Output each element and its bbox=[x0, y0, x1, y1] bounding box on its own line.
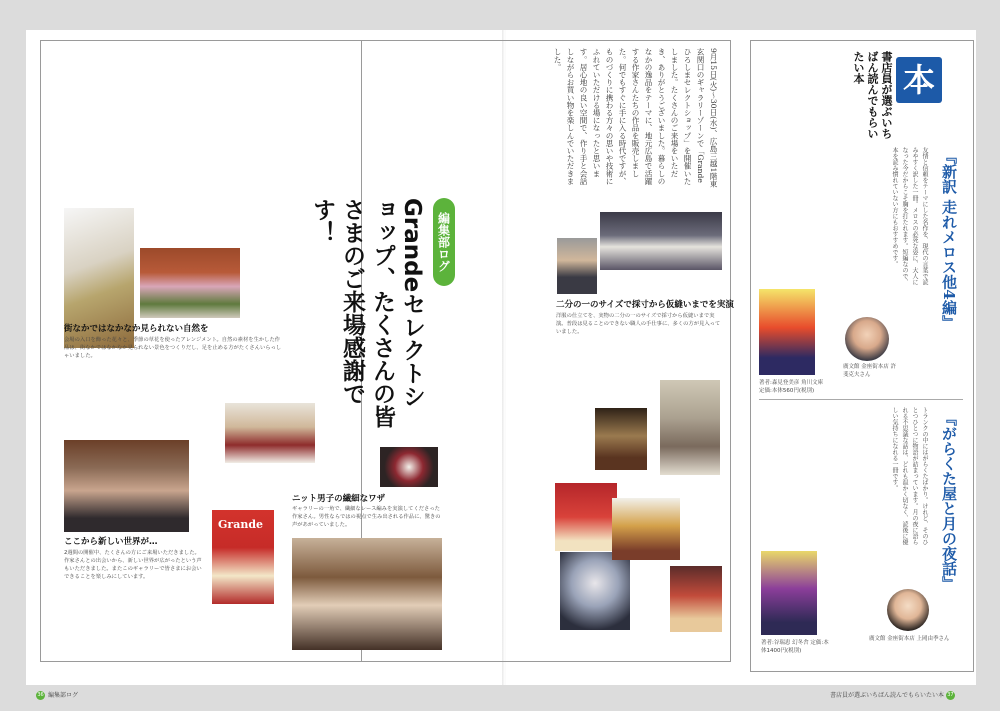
reviewer2-avatar bbox=[887, 589, 929, 631]
caption-body-tailor: 洋服の仕立てを、実物の二分の一のサイズで採寸から仮縫いまで実演。普段は見ることのできない職人の手仕事に、多くの方が見入っていました。 bbox=[556, 313, 721, 335]
reviewer1-avatar bbox=[845, 317, 889, 361]
photo-grande-magazine bbox=[212, 510, 274, 604]
photo-group-women bbox=[64, 440, 189, 532]
book-recommendation-column bbox=[750, 40, 974, 672]
right-footer-label: 書店員が選ぶいちばん読んでもらいたい本 bbox=[830, 692, 945, 699]
caption-title-nature: 街なかではなかなか見られない自然を bbox=[64, 324, 209, 334]
caption-title-knit: ニット男子の繊細なワザ bbox=[292, 494, 386, 504]
caption-body-newworld: 2週間の開催中、たくさんの方にご来場いただきました。作家さんとの出会いから、新しい世界が広がったという声もいただきました。またこのギャラリーで皆さまにお会いできることを楽しみにしています。 bbox=[64, 550, 202, 580]
caption-body-knit: ギャラリーの一角で、繊細なレース編みを実演してくださった作家さん。男性ならではの視点で生み出される作品に、驚きの声があがっていました。 bbox=[292, 506, 441, 528]
photo-grande-display bbox=[555, 483, 617, 551]
blog-tag bbox=[433, 198, 455, 286]
series-title: 書店員が選ぶいちばん読んでもらいたい本 bbox=[852, 51, 893, 139]
book2-title: 『がらくた屋と月の夜話』 bbox=[940, 411, 958, 591]
reviewer1-name: 廣文館 金座街本店 許斐克夫さん bbox=[843, 364, 896, 378]
left-page-number: 36 bbox=[37, 692, 44, 698]
book2-cover bbox=[761, 551, 817, 635]
caption-title-tailor: 二分の一のサイズで採寸から仮縫いまでを実演 bbox=[556, 300, 734, 310]
blog-tag-label: 編集部ログ bbox=[436, 212, 451, 272]
photo-shop-corner bbox=[225, 403, 315, 463]
book1-publisher: 著者:森見登美彦 角川文庫 定価:本体560円(税別) bbox=[759, 380, 824, 394]
column-divider bbox=[759, 399, 963, 400]
photo-tea-set bbox=[595, 408, 647, 470]
photo-elder-visitor bbox=[660, 380, 720, 475]
intro-text: 9月15日(火)〜30日(水)、広島三越1階東玄関口のギャラリーゾーンで「Grandeひろしまセレクトショップ」を開催いたしました。たくさんのご来場をいただき、ありがとうございました。暮らしのなかの逸品をテーマに、地元広島で活躍する作家さんたちの作品を販売しました。何でもすぐに手に入る時代ですが、ものづくりに携わる方々の思いや技術にふれていただける場になったと思います。居心地の良い空間で、作り手と会話しながらお買い物を楽しんでいただきました。 bbox=[553, 48, 718, 188]
photo-tailoring-cut bbox=[600, 212, 722, 270]
article-headline: Grandeセレクトショップ、たくさんの皆さまのご来場感謝です！ bbox=[309, 198, 425, 428]
photo-ornaments bbox=[670, 566, 722, 632]
left-footer-label: 編集部ログ bbox=[48, 692, 79, 699]
hon-kanji-badge: 本 bbox=[896, 57, 942, 103]
photo-tailor-man bbox=[557, 238, 597, 294]
right-footer bbox=[830, 690, 958, 700]
left-footer bbox=[36, 690, 78, 700]
grande-cover-label: Grande bbox=[218, 518, 264, 531]
photo-handmade-goods bbox=[612, 498, 680, 560]
book2-publisher: 著者:谷瑞恵 幻冬舎 定価:本体1400円(税別) bbox=[761, 640, 829, 654]
book1-title: 『新訳 走れメロス他4編』 bbox=[940, 149, 958, 330]
book2-review: トランクの中にはがらくたばかり。けれど、そのひとつひとつに物語が詰まっています。月の夜に語られる不思議な話は、どれも温かく切なく、読後に優しい気持ちになれる一冊です。 bbox=[891, 407, 928, 545]
photo-knit-lace bbox=[380, 447, 438, 487]
book1-review: 友情と信頼をテーマにした名作を、現代の言葉で読みやすく訳した一冊。メロスの必死な姿に、大人になった今だからこそ胸を打たれます。短編なので、本を読み慣れていない方にもおすすめです。 bbox=[891, 147, 928, 285]
reviewer2-name: 廣文館 金座街本店 上岡由季さん bbox=[869, 636, 950, 642]
book1-cover bbox=[759, 289, 815, 375]
photo-flower-display bbox=[140, 248, 240, 318]
photo-knit-artist bbox=[292, 538, 442, 650]
caption-title-newworld: ここから新しい世界が… bbox=[64, 537, 158, 547]
caption-body-nature: 会場の入口を飾った花々と、季節の草花を使ったアレンジメント。自然の素材を生かした作品は、街なかではなかなか見られない景色をつくりだし、足を止める方がたくさんいらっしゃいました。 bbox=[64, 337, 282, 359]
photo-umbrella bbox=[560, 552, 630, 630]
right-page-number: 37 bbox=[947, 692, 954, 698]
